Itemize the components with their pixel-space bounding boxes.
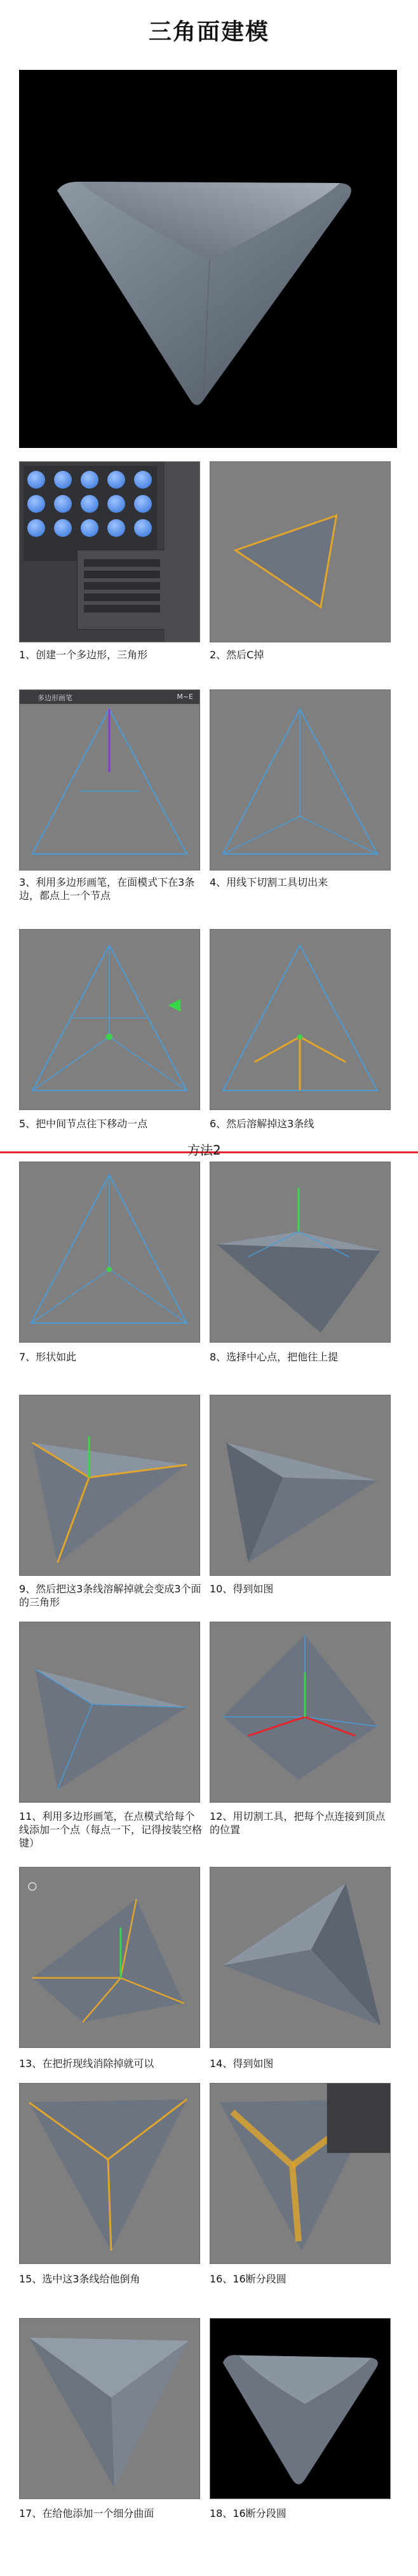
step-1-caption: 1、创建一个多边形，三角形 — [19, 649, 148, 661]
step-8-caption: 8、选择中心点，把他往上提 — [210, 1351, 339, 1363]
step-11-caption: 11、利用多边形画笔，在点模式给每个线添加一个点（每点一下，记得按装空格键） — [19, 1810, 203, 1849]
hero-render — [19, 70, 397, 448]
step-7-caption: 7、形状如此 — [19, 1351, 77, 1363]
method-2-label: 方法2 — [187, 1142, 221, 1158]
step-5-panel — [19, 929, 200, 1110]
step-3-panel — [19, 689, 200, 871]
step-13-panel — [19, 1867, 200, 2048]
step-12-panel — [210, 1622, 391, 1803]
step-6-caption: 6、然后溶解掉这3条线 — [210, 1118, 314, 1130]
step-16-panel — [210, 2083, 391, 2264]
step-12-caption: 12、用切割工具，把每个点连接到顶点的位置 — [210, 1810, 386, 1836]
step-2-panel — [210, 461, 391, 642]
step-5-caption: 5、把中间节点往下移动一点 — [19, 1118, 148, 1130]
step-17-caption: 17、在给他添加一个细分曲面 — [19, 2507, 154, 2519]
tool-header-label: 多边形画笔 — [37, 694, 72, 702]
step-10-panel — [210, 1395, 391, 1576]
step-14-caption: 14、得到如图 — [210, 2057, 274, 2070]
step-16-caption: 16、16断分段圆 — [210, 2273, 287, 2285]
step-17-panel — [19, 2318, 200, 2499]
tool-shortcut-label: M~E — [177, 693, 193, 701]
primitive-grid — [24, 466, 157, 561]
step-18-caption: 18、16断分段圆 — [210, 2507, 287, 2519]
step-9-panel — [19, 1395, 200, 1576]
polygon-attributes-dialog — [77, 550, 179, 630]
step-11-panel — [19, 1622, 200, 1803]
step-4-caption: 4、用线下切割工具切出来 — [210, 876, 328, 888]
step-13-caption: 13、在把折现线消除掉就可以 — [19, 2057, 154, 2070]
step-9-caption: 9、然后把这3条线溶解掉就会变成3个面的三角形 — [19, 1583, 201, 1608]
step-10-caption: 10、得到如图 — [210, 1583, 274, 1595]
step-14-panel — [210, 1867, 391, 2048]
step-8-panel — [210, 1162, 391, 1343]
object-menu — [20, 462, 199, 642]
step-7-panel — [19, 1162, 200, 1343]
step-6-panel — [210, 929, 391, 1110]
step-4-panel — [210, 689, 391, 871]
step-18-panel — [210, 2318, 391, 2499]
step-2-caption: 2、然后C掉 — [210, 649, 264, 661]
step-3-caption: 3、利用多边形画笔，在面模式下在3条边，都点上一个节点 — [19, 876, 195, 902]
step-15-panel — [19, 2083, 200, 2264]
step-1-panel — [19, 461, 200, 642]
step-15-caption: 15、选中这3条线给他倒角 — [19, 2273, 140, 2285]
object-manager-side — [165, 462, 199, 642]
page-title: 三角面建模 — [148, 19, 269, 45]
